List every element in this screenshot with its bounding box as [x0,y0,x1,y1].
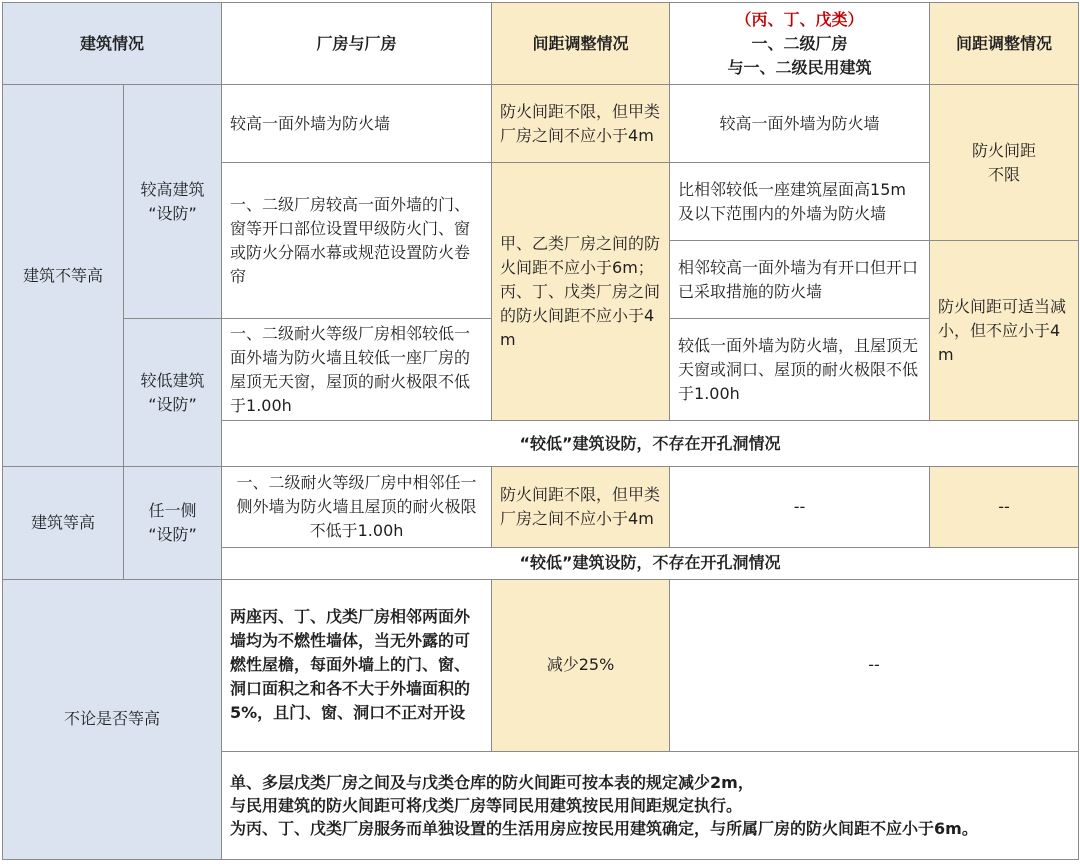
unequal-r2-civil-b: 相邻较高一面外墙为有开口但开口已采取措施的防火墙 [670,241,930,319]
fire-spacing-table [2,2,1079,860]
any-note-line-2: 与民用建筑的防火间距可将戊类厂房等同民用建筑按民用间距规定执行。 [230,795,743,815]
header-factory-factory: 厂房与厂房 [222,3,492,85]
equal-adj2: -- [930,467,1079,547]
any-adj: 减少25% [492,579,670,751]
header-civil-grade: 一、二级厂房 [751,33,848,53]
lower-defense-label: 较低建筑 “设防” [124,319,222,467]
header-adjust-1: 间距调整情况 [492,3,670,85]
any-note-line-3: 为丙、丁、戊类厂房服务而单独设置的生活用房应按民用建筑确定，与所属厂房的防火间距不应小于6m。 [230,818,978,838]
equal-ff: 一、二级耐火等级厂房中相邻任一侧外墙为防火墙且屋顶的耐火极限不低于1.00h [222,467,492,547]
any-note [222,751,1079,859]
any-civil: -- [670,579,1079,751]
unequal-label: 建筑不等高 [3,85,124,467]
equal-adj: 防火间距不限，但甲类厂房之间不应小于4m [492,467,670,547]
either-side-label: 任一侧 “设防” [124,467,222,579]
header-adjust-2: 间距调整情况 [930,3,1079,85]
any-ff: 两座丙、丁、戊类厂房相邻两面外墙均为不燃性墙体，当无外露的可燃性屋檐，每面外墙上的门、窗、洞口面积之和各不大于外墙面积的5%，且门、窗、洞口不正对开设 [222,579,492,751]
equal-note: “较低”建筑设防，不存在开孔洞情况 [222,547,1079,579]
unequal-r1-adj: 防火间距不限，但甲类厂房之间不应小于4m [492,85,670,163]
unequal-r3-ff: 一、二级耐火等级厂房相邻较低一面外墙为防火墙且较低一座厂房的屋顶无天窗，屋顶的耐火极限不低于1.00h [222,319,492,421]
header-building: 建筑情况 [3,3,222,85]
any-height-label: 不论是否等高 [3,579,222,859]
any-note-line-1: 单、多层戊类厂房之间及与戊类仓库的防火间距可按本表的规定减少2m， [230,772,754,792]
header-civil-class: （丙、丁、戊类） [735,9,864,29]
unequal-r3-civil: 较低一面外墙为防火墙，且屋顶无天窗或洞口、屋顶的耐火极限不低于1.00h [670,319,930,421]
equal-civil: -- [670,467,930,547]
unequal-r2-adj: 甲、乙类厂房之间的防火间距不应小于6m；丙、丁、戊类厂房之间的防火间距不应小于4m [492,163,670,421]
higher-defense-label: 较高建筑 “设防” [124,85,222,319]
unequal-r2-civil-a: 比相邻较低一座建筑屋面高15m及以下范围内的外墙为防火墙 [670,163,930,241]
unequal-r1-ff: 较高一面外墙为防火墙 [222,85,492,163]
unequal-r1-civil: 较高一面外墙为防火墙 [670,85,930,163]
unequal-r2-ff: 一、二级厂房较高一面外墙的门、窗等开口部位设置甲级防火门、窗或防火分隔水幕或规范设置防火卷帘 [222,163,492,319]
unequal-r1-adj2: 防火间距 不限 [930,85,1079,241]
header-civil-civil: 与一、二级民用建筑 [727,57,872,77]
unequal-r2-adj2: 防火间距可适当减小，但不应小于4m [930,241,1079,421]
equal-label: 建筑等高 [3,467,124,579]
header-civil [670,3,930,85]
unequal-note: “较低”建筑设防，不存在开孔洞情况 [222,421,1079,467]
